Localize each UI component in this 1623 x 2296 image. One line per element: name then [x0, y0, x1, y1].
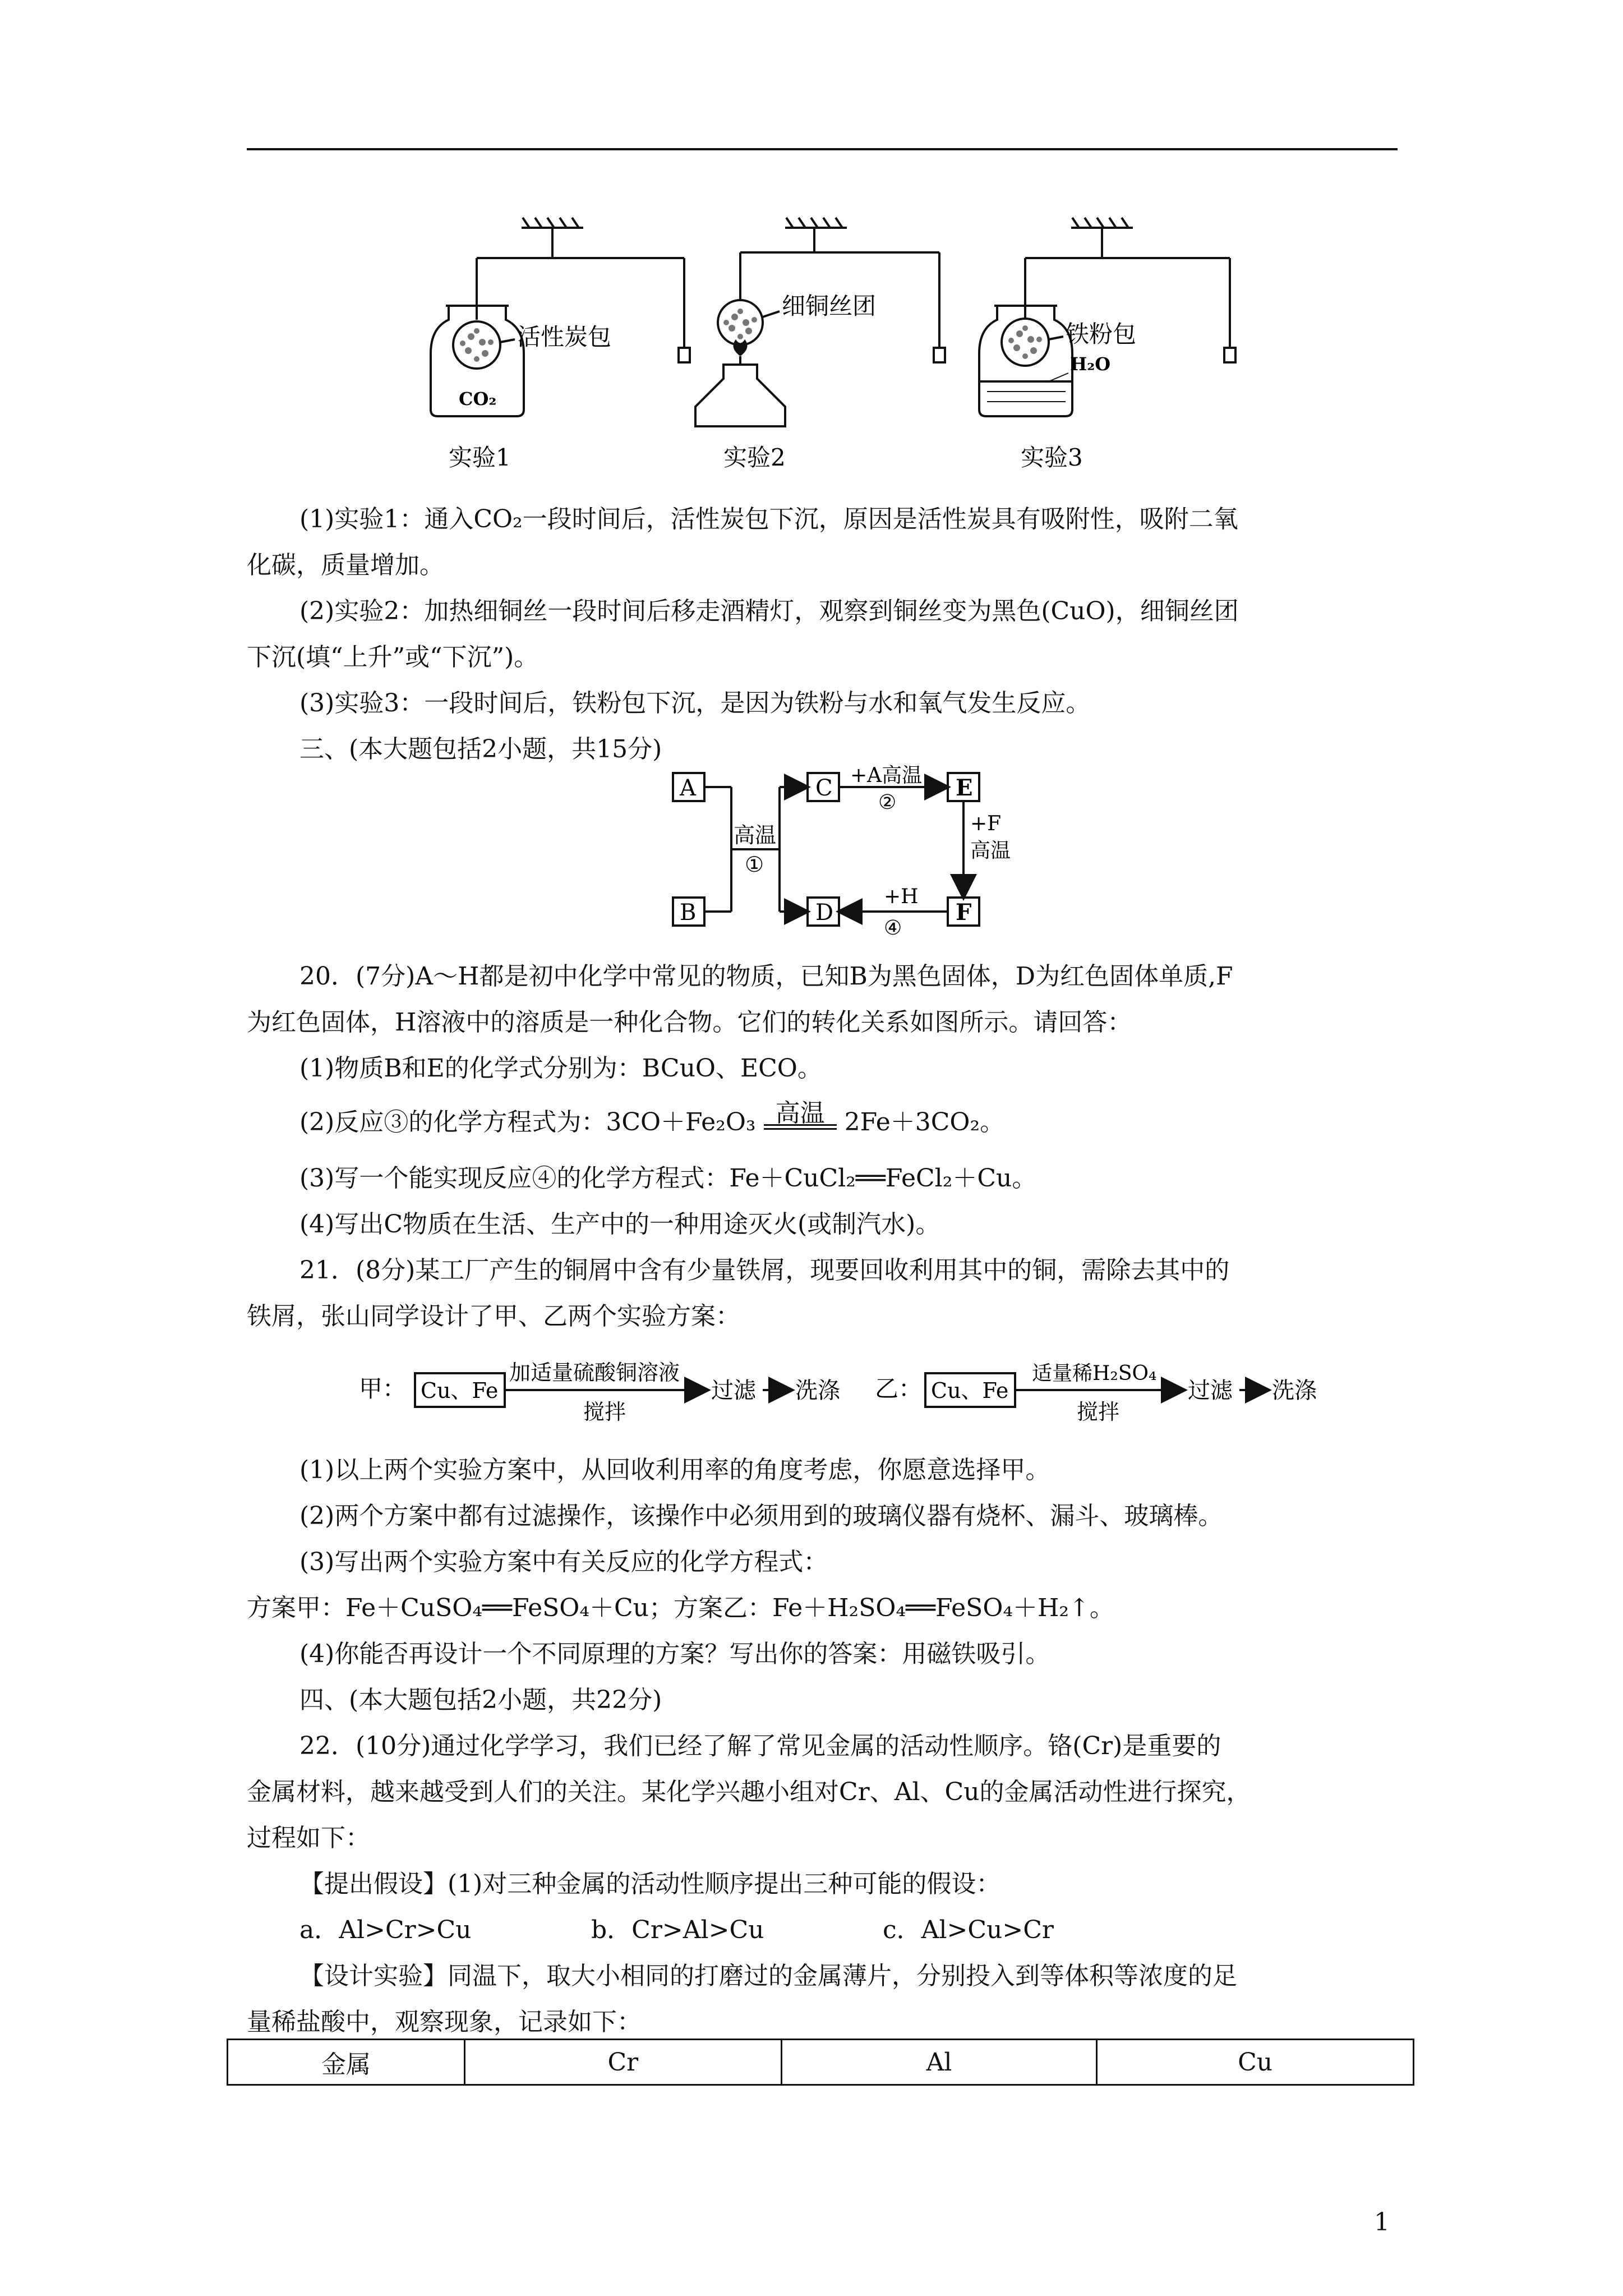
label-exp3: 实验3: [1021, 444, 1083, 471]
cond-2: +A高温: [850, 764, 923, 787]
q19-line2: 化碳，质量增加。: [247, 551, 444, 579]
plan-a-step2: 洗涤: [795, 1378, 840, 1404]
q21-line7: (4)你能否再设计一个不同原理的方案？写出你的答案：用磁铁吸引。: [299, 1640, 1050, 1668]
cond-3b: 高温: [970, 839, 1011, 862]
q22-line1: 22．(10分)通过化学学习，我们已经了解了常见金属的活动性顺序。铬(Cr)是重要的: [299, 1732, 1221, 1760]
table-header-row: [228, 2040, 1414, 2085]
section-3-heading: 三、(本大题包括2小题，共15分): [299, 735, 662, 763]
page-number: 1: [1374, 2208, 1390, 2237]
top-rule: [247, 148, 1398, 150]
plan-a-label: 甲：: [359, 1375, 407, 1402]
q21-line4: (2)两个方案中都有过滤操作，该操作中必须用到的玻璃仪器有烧杯、漏斗、玻璃棒。: [299, 1502, 1223, 1530]
cond-1: 高温: [734, 823, 777, 848]
q20-line4-post: 2Fe＋3CO₂。: [844, 1108, 1005, 1137]
q22-line2: 金属材料，越来越受到人们的关注。某化学兴趣小组对Cr、Al、Cu的金属活动性进行探究，: [247, 1778, 1251, 1806]
q20-line2: 为红色固体，H溶液中的溶质是一种化合物。它们的转化关系如图所示。请回答：: [247, 1008, 1132, 1037]
q22-line5: 【设计实验】同温下，取大小相同的打磨过的金属薄片，分别投入到等体积等浓度的足: [299, 1962, 1237, 1990]
cond-4: +H: [884, 885, 919, 908]
q22-line6: 量稀盐酸中，观察现象，记录如下：: [247, 2008, 642, 2036]
label-h2o: H₂O: [1070, 353, 1111, 375]
q21-line3: (1)以上两个实验方案中，从回收利用率的角度考虑，你愿意选择甲。: [299, 1456, 1050, 1484]
plan-b-label: 乙：: [875, 1375, 923, 1402]
label-iron: 铁粉包: [1066, 320, 1137, 348]
plan-b-step1: 过滤: [1188, 1378, 1233, 1404]
num-4: ④: [884, 917, 902, 940]
metal-table: [227, 2039, 1414, 2086]
plan-a-bottom: 搅拌: [583, 1400, 626, 1424]
q20-line1: 20．(7分)A～H都是初中化学中常见的物质，已知B为黑色固体，D为红色固体单质,F: [299, 962, 1233, 991]
plan-a-box: Cu、Fe: [421, 1378, 499, 1403]
label-copper: 细铜丝团: [782, 292, 877, 320]
q21-line1: 21．(8分)某工厂产生的铜屑中含有少量铁屑，现要回收利用其中的铜，需除去其中的: [299, 1256, 1230, 1285]
hypothesis-b: b．Cr>Al>Cu: [591, 1916, 764, 1944]
q21-line2: 铁屑，张山同学设计了甲、乙两个实验方案：: [247, 1302, 740, 1331]
section-4-heading: 四、(本大题包括2小题，共22分): [299, 1686, 662, 1714]
table-header-cell: Cr: [465, 2040, 782, 2085]
q20-line5: (3)写一个能实现反应④的化学方程式：Fe＋CuCl₂══FeCl₂＋Cu。: [299, 1164, 1037, 1193]
experiment-figure: [393, 213, 1234, 482]
q19-line4: 下沉(填“上升”或“下沉”)。: [247, 643, 539, 671]
node-c: C: [815, 775, 833, 801]
q22-line4: 【提出假设】(1)对三种金属的活动性顺序提出三种可能的假设：: [299, 1870, 1001, 1898]
plan-b-top: 适量稀H₂SO₄: [1032, 1362, 1157, 1385]
q21-line5: (3)写出两个实验方案中有关反应的化学方程式：: [299, 1548, 828, 1576]
label-carbon: 活性炭包: [517, 323, 612, 351]
q21-line6: 方案甲：Fe＋CuSO₄══FeSO₄＋Cu；方案乙：Fe＋H₂SO₄══FeSO₄＋H₂↑。: [247, 1594, 1114, 1622]
num-2: ②: [878, 791, 897, 814]
q19-line5: (3)实验3：一段时间后，铁粉包下沉，是因为铁粉与水和氧气发生反应。: [299, 689, 1091, 717]
label-co2: CO₂: [459, 388, 497, 409]
table-header-cell: Cu: [1097, 2040, 1414, 2085]
q19-line1: (1)实验1：通入CO₂一段时间后，活性炭包下沉，原因是活性炭具有吸附性，吸附二氧: [299, 505, 1238, 533]
label-exp1: 实验1: [449, 444, 511, 471]
q19-line3: (2)实验2：加热细铜丝一段时间后移走酒精灯，观察到铜丝变为黑色(CuO)，细铜丝团: [299, 597, 1239, 625]
node-f: F: [956, 899, 972, 926]
q22-hypotheses: [299, 1907, 1455, 1953]
q20-line4: [299, 1099, 1455, 1145]
hypothesis-a: a．Al>Cr>Cu: [299, 1916, 472, 1944]
plan-diagram: [359, 1346, 1335, 1430]
q20-line4-cond: 高温: [775, 1099, 825, 1128]
table-header-cell: Al: [781, 2040, 1097, 2085]
q22-line3: 过程如下：: [247, 1824, 370, 1852]
q20-line4-pre: (2)反应③的化学方程式为：3CO＋Fe₂O₃: [299, 1108, 756, 1137]
plan-a-top: 加适量硫酸铜溶液: [509, 1360, 680, 1385]
reaction-condition: [764, 1099, 837, 1145]
conversion-diagram: [667, 764, 1011, 940]
node-d: D: [815, 900, 834, 926]
q20-line6: (4)写出C物质在生活、生产中的一种用途灭火(或制汽水)。: [299, 1210, 940, 1239]
node-e: E: [956, 775, 973, 801]
hypothesis-c: c．Al>Cu>Cr: [883, 1916, 1054, 1944]
plan-b-bottom: 搅拌: [1077, 1400, 1120, 1424]
num-1: ①: [745, 852, 764, 877]
plan-a-step1: 过滤: [711, 1378, 756, 1404]
plan-b-box: Cu、Fe: [931, 1378, 1009, 1403]
node-b: B: [680, 900, 697, 926]
q20-line3: (1)物质B和E的化学式分别为：BCuO、ECO。: [299, 1054, 822, 1083]
node-a: A: [680, 775, 696, 801]
table-header-cell: 金属: [228, 2040, 465, 2085]
cond-3a: +F: [970, 812, 1002, 835]
label-exp2: 实验2: [723, 444, 786, 471]
plan-b-step2: 洗涤: [1272, 1378, 1317, 1404]
